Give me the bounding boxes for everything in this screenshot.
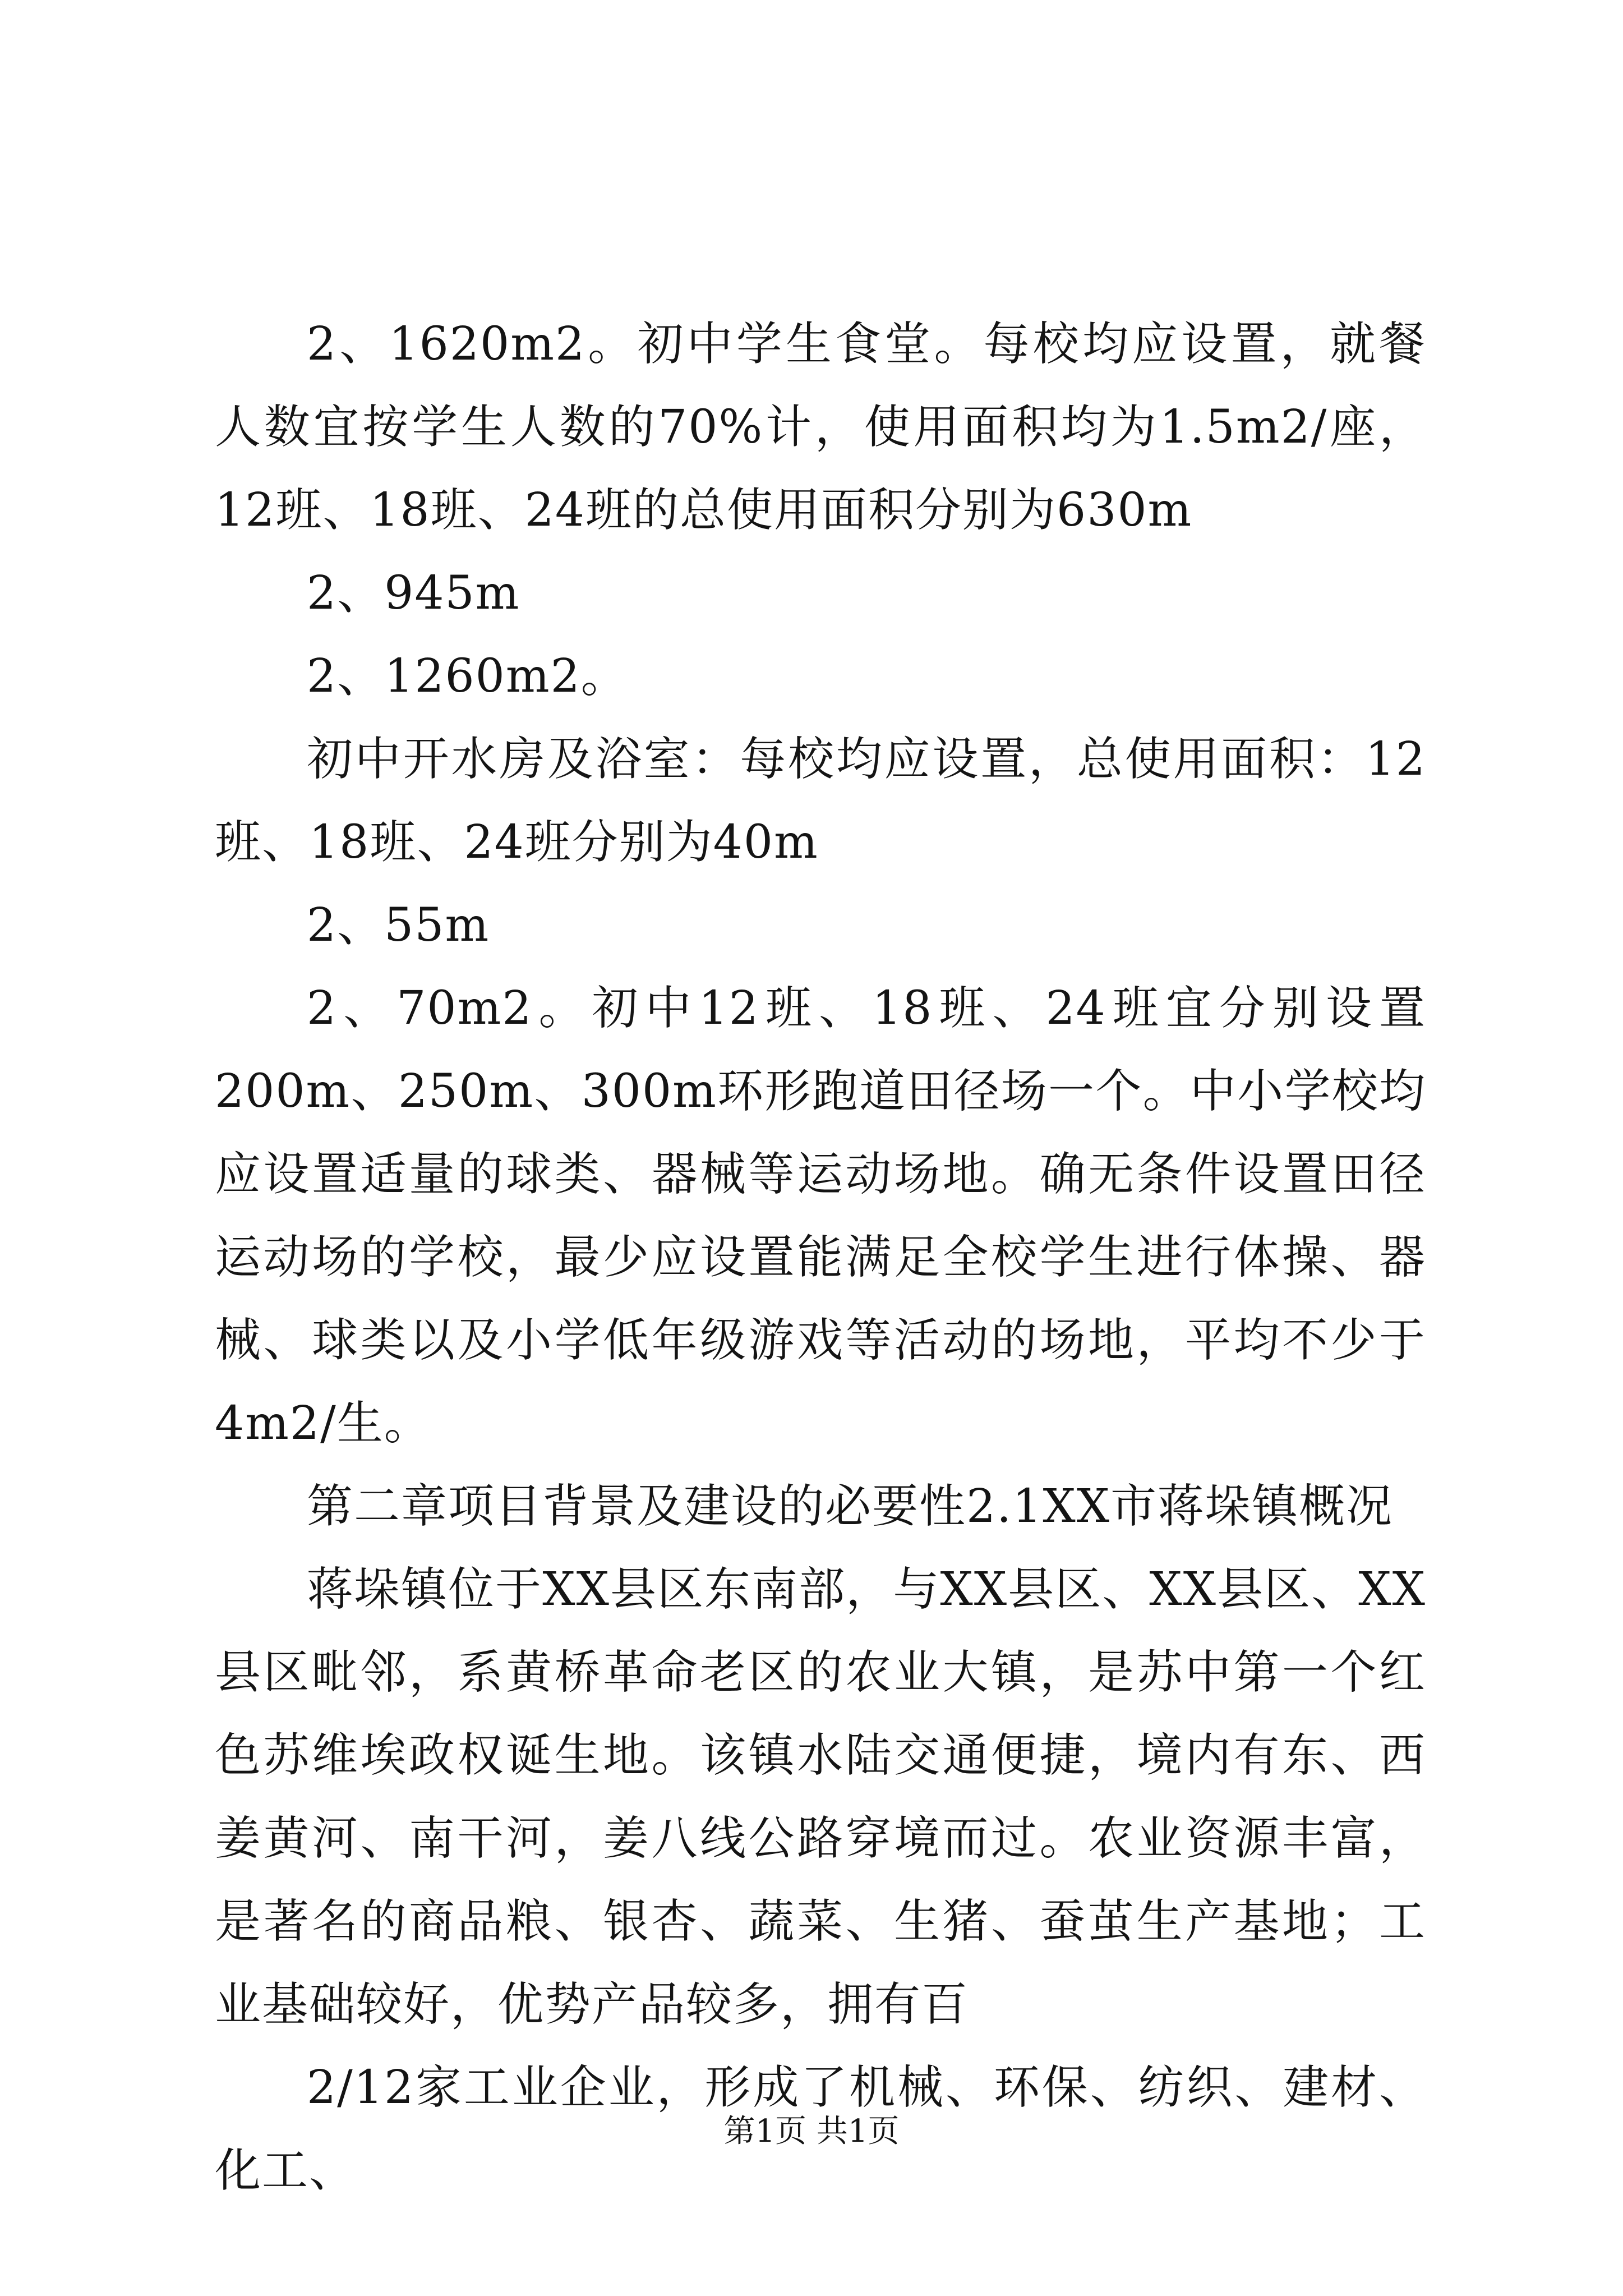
document-body	[215, 303, 1426, 2212]
paragraph-town-overview: 蒋垛镇位于XX县区东南部，与XX县区、XX县区、XX县区毗邻，系黄桥革命老区的农业大镇，是苏中第一个红色苏维埃政权诞生地。该镇水陆交通便捷，境内有东、西姜黄河、南干河，姜八线公路穿境而过。农业资源丰富，是著名的商品粮、银杏、蔬菜、生猪、蚕茧生产基地；工业基础较好，优势产品较多，拥有百	[215, 1563, 1426, 2031]
page-footer: 第1页 共1页	[723, 2113, 900, 2150]
chapter-heading: 第二章项目背景及建设的必要性2.1XX市蒋垛镇概况	[307, 1480, 1394, 1533]
paragraph-water-room: 初中开水房及浴室：每校均应设置，总使用面积：12班、18班、24班分别为40m	[215, 733, 1426, 869]
paragraph-sports-field: 2、70m2。初中12班、18班、24班宜分别设置200m、250m、300m环形跑道田径场一个。中小学校均应设置适量的球类、器械等运动场地。确无条件设置田径运动场的学校，最少应设置能满足全校学生进行体操、器械、球类以及小学低年级游戏等活动的场地，平均不少于4m2/生。	[215, 982, 1426, 1450]
paragraph-area-1260: 2、1260m2。	[307, 650, 628, 703]
paragraph-area-55: 2、55m	[307, 899, 490, 952]
paragraph-industry: 2/12家工业企业，形成了机械、环保、纺织、建材、化工、	[215, 2061, 1426, 2197]
paragraph-area-945: 2、945m	[307, 567, 520, 620]
paragraph-canteen: 2、1620m2。初中学生食堂。每校均应设置，就餐人数宜按学生人数的70%计，使用面积均为1.5m2/座，12班、18班、24班的总使用面积分别为630m	[215, 318, 1426, 537]
